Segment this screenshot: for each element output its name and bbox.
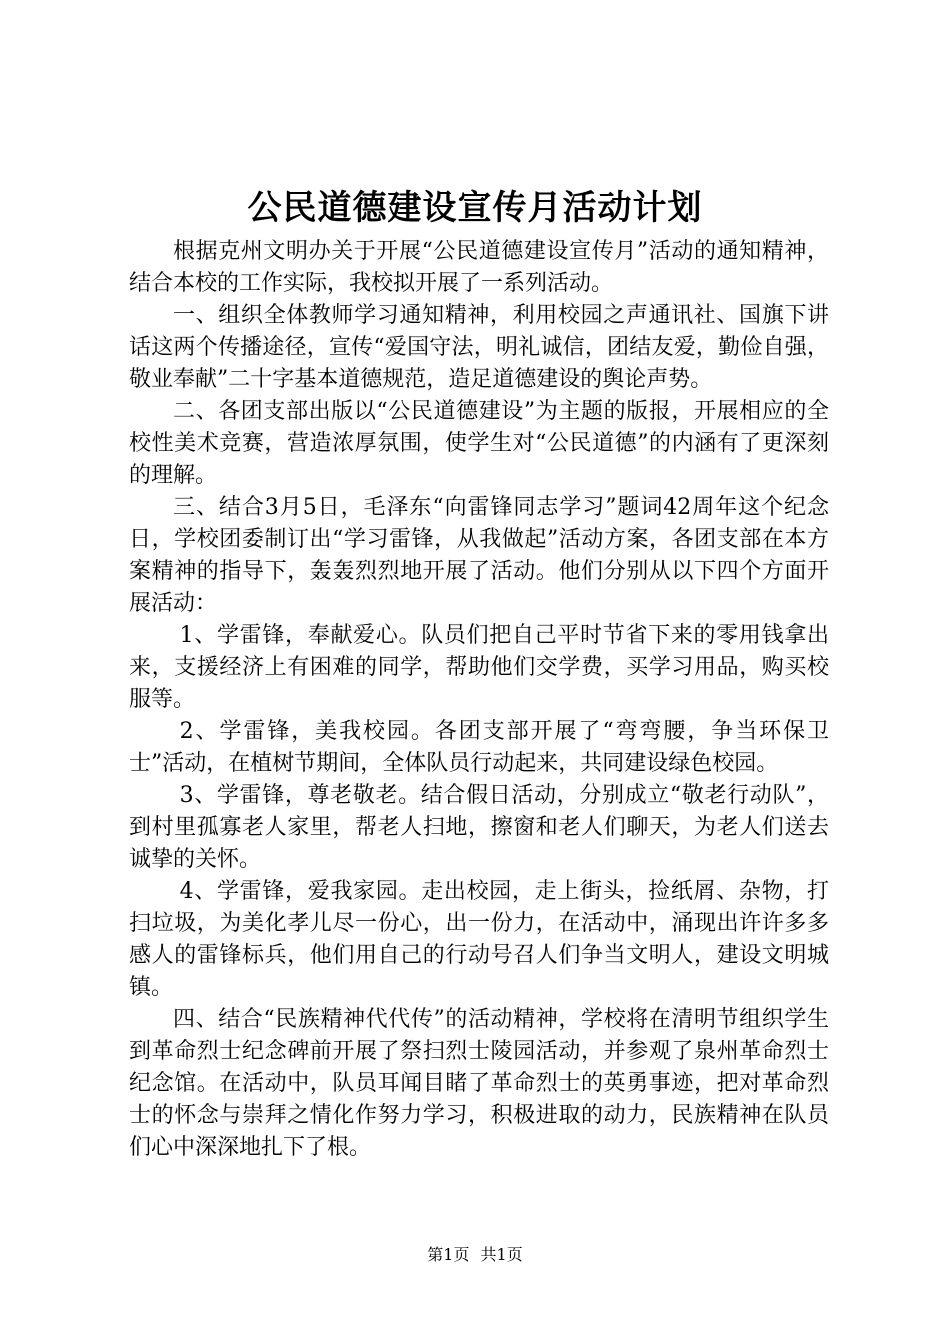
section-four-paragraph: 四、结合“民族精神代代传”的活动精神，学校将在清明节组织学生到革命烈士纪念碑前开展了祭扫烈士陵园活动，并参观了泉州革命烈士纪念馆。在活动中，队员耳闻目睹了革命烈士的英勇事迹，把对革命烈士的怀念与崇拜之情化作努力学习，积极进取的动力，民族精神在队员们心中深深地扎下了根。 bbox=[129, 1007, 829, 1160]
intro-paragraph: 根据克州文明办关于开展“公民道德建设宣传月”活动的通知精神，结合本校的工作实际，我校拟开展了一系列活动。 bbox=[129, 239, 829, 296]
section-three-paragraph: 三、结合3月5日，毛泽东“向雷锋同志学习”题词42周年这个纪念日，学校团委制订出“学习雷锋，从我做起”活动方案，各团支部在本方案精神的指导下，轰轰烈烈地开展了活动。他们分别从以下四个方面开展活动： bbox=[129, 495, 829, 616]
page-number: 第1页 bbox=[427, 1245, 470, 1264]
page-total: 共1页 bbox=[480, 1245, 523, 1264]
document-title: 公民道德建设宣传月活动计划 bbox=[247, 188, 703, 228]
page-footer bbox=[0, 1243, 950, 1267]
section-one-paragraph: 一、组织全体教师学习通知精神，利用校园之声通讯社、国旗下讲话这两个传播途径，宣传“爱国守法，明礼诚信，团结友爱，勤俭自强，敬业奉献”二十字基本道德规范，造足道德建设的舆论声势。 bbox=[129, 303, 829, 392]
section-two-paragraph: 二、各团支部出版以“公民道德建设”为主题的版报，开展相应的全校性美术竞赛，营造浓厚氛围，使学生对“公民道德”的内涵有了更深刻的理解。 bbox=[129, 399, 829, 488]
activity-item-1: 1、学雷锋，奉献爱心。队员们把自己平时节省下来的零用钱拿出来，支援经济上有困难的同学，帮助他们交学费，买学习用品，购买校服等。 bbox=[129, 623, 829, 712]
activity-item-4: 4、学雷锋，爱我家园。走出校园，走上街头，捡纸屑、杂物，打扫垃圾，为美化孝儿尽一份心，出一份力，在活动中，涌现出许许多多感人的雷锋标兵，他们用自己的行动号召人们争当文明人，建设文明城镇。 bbox=[129, 879, 829, 1000]
activity-item-2: 2、学雷锋，美我校园。各团支部开展了“弯弯腰，争当环保卫士”活动，在植树节期间，全体队员行动起来，共同建设绿色校园。 bbox=[129, 719, 829, 776]
activity-item-3: 3、学雷锋，尊老敬老。结合假日活动，分别成立“敬老行动队”，到村里孤寡老人家里，帮老人扫地，擦窗和老人们聊天，为老人们送去诚挚的关怀。 bbox=[129, 783, 829, 872]
document-body bbox=[129, 236, 829, 1164]
